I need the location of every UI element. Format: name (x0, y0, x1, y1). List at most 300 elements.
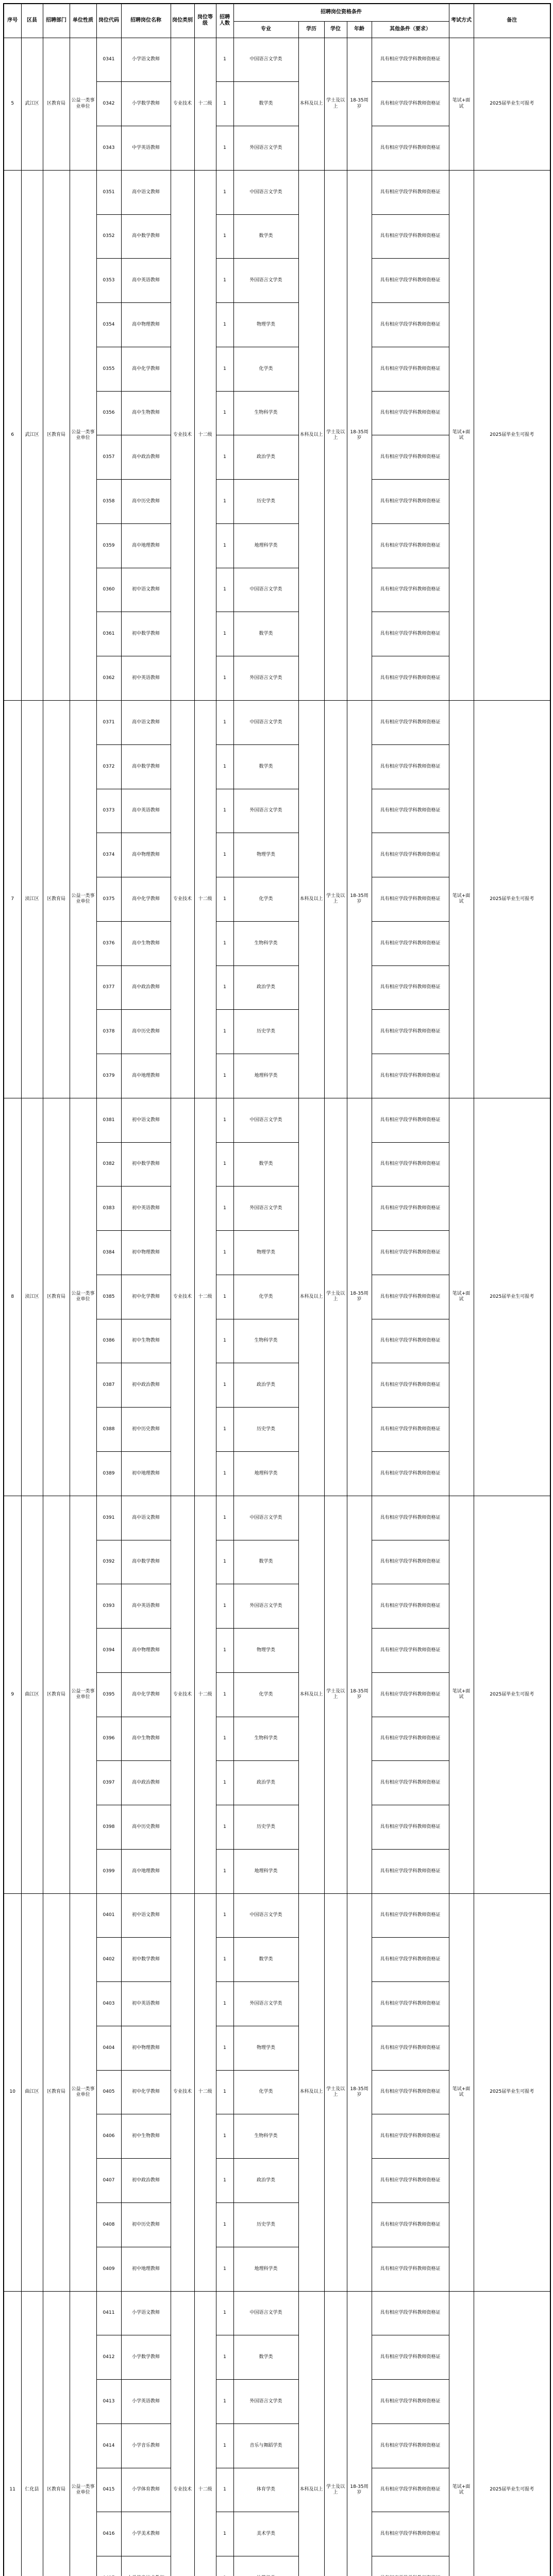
cell-count: 1 (216, 1231, 233, 1275)
cell-major (233, 2556, 298, 2576)
cell-code: 0343 (96, 126, 121, 171)
cell-post: 高中英语教师 (121, 259, 171, 303)
cell-unit-nature: 公益一类事业单位 (70, 1893, 96, 2291)
cell-major: 化学类 (233, 347, 298, 391)
cell-major: 数学类 (233, 612, 298, 656)
cell-count: 1 (216, 1982, 233, 2026)
cell-count: 1 (216, 1319, 233, 1363)
cell-major: 化学类 (233, 2070, 298, 2114)
cell-count: 1 (216, 391, 233, 435)
table-row (4, 1496, 550, 1540)
cell-major: 中国语言文学类 (233, 568, 298, 612)
cell-post: 初中物理教师 (121, 1231, 171, 1275)
cell-other: 具有相应学段学科教师资格证 (372, 1496, 449, 1540)
cell-unit-nature: 公益一类事业单位 (70, 1496, 96, 1893)
cell-major: 外国语言文学类 (233, 1584, 298, 1629)
cell-major: 生物科学类 (233, 391, 298, 435)
cell-post-level: 十二级 (194, 700, 216, 1098)
cell-count: 1 (216, 126, 233, 171)
cell-count: 1 (216, 1010, 233, 1054)
cell-count: 1 (216, 1363, 233, 1408)
cell-age: 18-35周岁 (347, 38, 372, 170)
cell-other: 具有相应学段学科教师资格证 (372, 480, 449, 524)
cell-code: 0389 (96, 1452, 121, 1496)
cell-post: 高中政治教师 (121, 965, 171, 1010)
cell-other: 具有相应学段学科教师资格证 (372, 1275, 449, 1319)
cell-count: 1 (216, 82, 233, 126)
cell-major: 物理学类 (233, 1629, 298, 1673)
header-conditions: 招聘岗位资格条件 (233, 4, 449, 21)
cell-post: 初中英语教师 (121, 1187, 171, 1231)
cell-count: 1 (216, 744, 233, 789)
cell-code: 0352 (96, 214, 121, 259)
cell-dept: 区教育局 (43, 38, 70, 170)
cell-other: 具有相应学段学科教师资格证 (372, 612, 449, 656)
cell-other: 具有相应学段学科教师资格证 (372, 2159, 449, 2203)
cell-code: 0353 (96, 259, 121, 303)
cell-post: 初中数学教师 (121, 1938, 171, 1982)
cell-remark: 2025届毕业生可报考 (474, 2291, 550, 2576)
cell-dept: 区教育局 (43, 170, 70, 700)
cell-count: 1 (216, 700, 233, 744)
cell-count: 1 (216, 1672, 233, 1717)
cell-district: 仁化县 (21, 2291, 43, 2576)
cell-major: 物理学类 (233, 2026, 298, 2070)
table-row (4, 1098, 550, 1142)
cell-code: 0385 (96, 1275, 121, 1319)
cell-major: 生物科学类 (233, 1319, 298, 1363)
header-dept: 招聘部门 (43, 4, 70, 38)
cell-major: 历史学类 (233, 2203, 298, 2247)
cell-code: 0407 (96, 2159, 121, 2203)
cell-count: 1 (216, 1098, 233, 1142)
cell-post-type: 专业技术 (171, 1893, 194, 2291)
cell-code: 0372 (96, 744, 121, 789)
cell-major: 化学类 (233, 877, 298, 922)
cell-major: 外国语言文学类 (233, 2380, 298, 2424)
cell-count: 1 (216, 303, 233, 347)
cell-major: 物理学类 (233, 303, 298, 347)
cell-post: 高中历史教师 (121, 1010, 171, 1054)
cell-code: 0406 (96, 2114, 121, 2159)
table-body (4, 38, 550, 2576)
cell-code: 0412 (96, 2335, 121, 2380)
cell-count: 1 (216, 1496, 233, 1540)
cell-other: 具有相应学段学科教师资格证 (372, 435, 449, 480)
cell-count: 1 (216, 435, 233, 480)
header-degree: 学位 (324, 21, 347, 38)
cell-post: 初中政治教师 (121, 1363, 171, 1408)
cell-post: 高中语文教师 (121, 1496, 171, 1540)
cell-post: 小学英语教师 (121, 2380, 171, 2424)
cell-post: 高中生物教师 (121, 921, 171, 965)
cell-district: 浈江区 (21, 700, 43, 1098)
cell-count: 1 (216, 2380, 233, 2424)
cell-major: 物理学类 (233, 1231, 298, 1275)
cell-major: 外国语言文学类 (233, 656, 298, 701)
cell-post: 高中英语教师 (121, 1584, 171, 1629)
cell-other: 具有相应学段学科教师资格证 (372, 1938, 449, 1982)
cell-code: 0386 (96, 1319, 121, 1363)
cell-count: 1 (216, 2291, 233, 2335)
cell-major: 数学类 (233, 1938, 298, 1982)
cell-code: 0375 (96, 877, 121, 922)
cell-post: 高中化学教师 (121, 877, 171, 922)
cell-no: 7 (4, 700, 21, 1098)
cell-count: 1 (216, 259, 233, 303)
cell-post: 初中政治教师 (121, 2159, 171, 2203)
cell-count: 1 (216, 1452, 233, 1496)
cell-major: 历史学类 (233, 1408, 298, 1452)
cell-count: 1 (216, 789, 233, 833)
cell-exam: 笔试+面试 (449, 2291, 474, 2576)
cell-major: 中国语言文学类 (233, 1893, 298, 1938)
cell-other: 具有相应学段学科教师资格证 (372, 2512, 449, 2556)
cell-count: 1 (216, 38, 233, 82)
cell-code: 0394 (96, 1629, 121, 1673)
cell-code: 0392 (96, 1540, 121, 1584)
cell-count: 1 (216, 612, 233, 656)
header-education: 学历 (298, 21, 324, 38)
cell-post: 高中语文教师 (121, 170, 171, 214)
cell-post-level: 十二级 (194, 1496, 216, 1893)
cell-post: 高中政治教师 (121, 1761, 171, 1805)
cell-major: 外国语言文学类 (233, 126, 298, 171)
cell-count: 1 (216, 2424, 233, 2468)
cell-post-level: 十二级 (194, 38, 216, 170)
cell-post: 高中语文教师 (121, 700, 171, 744)
cell-degree: 学士及以上 (324, 2291, 347, 2576)
cell-post-type: 专业技术 (171, 1098, 194, 1496)
cell-code: 0384 (96, 1231, 121, 1275)
cell-code: 0408 (96, 2203, 121, 2247)
cell-other: 具有相应学段学科教师资格证 (372, 303, 449, 347)
cell-major: 数学类 (233, 1540, 298, 1584)
cell-remark: 2025届毕业生可报考 (474, 1496, 550, 1893)
cell-code: 0382 (96, 1142, 121, 1187)
cell-post: 小学数学教师 (121, 2335, 171, 2380)
cell-post: 小学体育教师 (121, 2468, 171, 2512)
cell-count: 1 (216, 1893, 233, 1938)
cell-post: 初中生物教师 (121, 1319, 171, 1363)
cell-major: 外国语言文学类 (233, 789, 298, 833)
table-row (4, 38, 550, 82)
cell-district: 武江区 (21, 170, 43, 700)
cell-no: 9 (4, 1496, 21, 1893)
cell-unit-nature: 公益一类事业单位 (70, 2291, 96, 2576)
cell-other: 具有相应学段学科教师资格证 (372, 1805, 449, 1850)
cell-exam: 笔试+面试 (449, 170, 474, 700)
cell-other: 具有相应学段学科教师资格证 (372, 1584, 449, 1629)
cell-count: 1 (216, 2468, 233, 2512)
cell-exam: 笔试+面试 (449, 700, 474, 1098)
cell-other: 具有相应学段学科教师资格证 (372, 1231, 449, 1275)
cell-code: 0411 (96, 2291, 121, 2335)
cell-post: 高中历史教师 (121, 1805, 171, 1850)
cell-other: 具有相应学段学科教师资格证 (372, 921, 449, 965)
cell-count: 1 (216, 2203, 233, 2247)
cell-other: 具有相应学段学科教师资格证 (372, 1408, 449, 1452)
cell-major: 化学类 (233, 1672, 298, 1717)
cell-major: 数学类 (233, 744, 298, 789)
cell-major: 外国语言文学类 (233, 1187, 298, 1231)
cell-major: 政治学类 (233, 435, 298, 480)
cell-age: 18-35周岁 (347, 2291, 372, 2576)
cell-other: 具有相应学段学科教师资格证 (372, 1054, 449, 1098)
cell-code: 0401 (96, 1893, 121, 1938)
cell-major: 地理科学类 (233, 1849, 298, 1893)
cell-other: 具有相应学段学科教师资格证 (372, 1363, 449, 1408)
cell-code: 0381 (96, 1098, 121, 1142)
cell-other: 具有相应学段学科教师资格证 (372, 38, 449, 82)
cell-other: 具有相应学段学科教师资格证 (372, 568, 449, 612)
cell-code: 0396 (96, 1717, 121, 1761)
cell-code: 0388 (96, 1408, 121, 1452)
table-header (4, 4, 550, 38)
cell-other: 具有相应学段学科教师资格证 (372, 965, 449, 1010)
cell-post-type: 专业技术 (171, 38, 194, 170)
cell-post: 小学数学教师 (121, 82, 171, 126)
cell-code: 0378 (96, 1010, 121, 1054)
cell-other: 具有相应学段学科教师资格证 (372, 700, 449, 744)
cell-dept: 区教育局 (43, 1496, 70, 1893)
cell-post: 初中物理教师 (121, 2026, 171, 2070)
header-age: 年龄 (347, 21, 372, 38)
cell-post: 高中生物教师 (121, 1717, 171, 1761)
cell-code: 0395 (96, 1672, 121, 1717)
cell-other: 具有相应学段学科教师资格证 (372, 1672, 449, 1717)
cell-code: 0414 (96, 2424, 121, 2468)
cell-code: 0399 (96, 1849, 121, 1893)
cell-other: 具有相应学段学科教师资格证 (372, 1629, 449, 1673)
cell-post-level: 十二级 (194, 1893, 216, 2291)
cell-count: 1 (216, 921, 233, 965)
cell-major: 生物科学类 (233, 921, 298, 965)
cell-other: 具有相应学段学科教师资格证 (372, 789, 449, 833)
cell-code: 0359 (96, 523, 121, 568)
cell-major: 中国语言文学类 (233, 170, 298, 214)
cell-code: 0371 (96, 700, 121, 744)
header-exam: 考试方式 (449, 4, 474, 38)
header-count: 招聘人数 (216, 4, 233, 38)
cell-major: 地理科学类 (233, 523, 298, 568)
cell-count: 1 (216, 877, 233, 922)
cell-other (372, 2556, 449, 2576)
cell-post-type: 专业技术 (171, 170, 194, 700)
cell-other: 具有相应学段学科教师资格证 (372, 2335, 449, 2380)
cell-count: 1 (216, 1629, 233, 1673)
cell-age: 18-35周岁 (347, 700, 372, 1098)
cell-post: 小学音乐教师 (121, 2424, 171, 2468)
cell-post: 高中物理教师 (121, 303, 171, 347)
cell-post: 高中生物教师 (121, 391, 171, 435)
cell-age: 18-35周岁 (347, 1098, 372, 1496)
cell-other: 具有相应学段学科教师资格证 (372, 2380, 449, 2424)
cell-count: 1 (216, 1761, 233, 1805)
cell-exam: 笔试+面试 (449, 38, 474, 170)
cell-major: 中国语言文学类 (233, 1496, 298, 1540)
cell-code: 0403 (96, 1982, 121, 2026)
cell-code: 0387 (96, 1363, 121, 1408)
cell-count: 1 (216, 1187, 233, 1231)
cell-post-type: 专业技术 (171, 1496, 194, 1893)
cell-other: 具有相应学段学科教师资格证 (372, 1319, 449, 1363)
cell-other: 具有相应学段学科教师资格证 (372, 1717, 449, 1761)
cell-major: 政治学类 (233, 1761, 298, 1805)
cell-code: 0373 (96, 789, 121, 833)
cell-code: 0383 (96, 1187, 121, 1231)
cell-code: 0397 (96, 1761, 121, 1805)
cell-other: 具有相应学段学科教师资格证 (372, 170, 449, 214)
cell-remark: 2025届毕业生可报考 (474, 1893, 550, 2291)
cell-no: 11 (4, 2291, 21, 2576)
cell-post: 高中政治教师 (121, 435, 171, 480)
cell-count: 1 (216, 656, 233, 701)
cell-other: 具有相应学段学科教师资格证 (372, 347, 449, 391)
cell-code: 0393 (96, 1584, 121, 1629)
cell-code: 0404 (96, 2026, 121, 2070)
cell-post: 高中地理教师 (121, 1054, 171, 1098)
cell-post: 小学语文教师 (121, 2291, 171, 2335)
cell-code: 0376 (96, 921, 121, 965)
cell-education: 本科及以上 (298, 1893, 324, 2291)
cell-code: 0415 (96, 2468, 121, 2512)
table-row (4, 170, 550, 214)
table-row (4, 2291, 550, 2335)
cell-other: 具有相应学段学科教师资格证 (372, 1098, 449, 1142)
cell-other: 具有相应学段学科教师资格证 (372, 877, 449, 922)
cell-post: 初中英语教师 (121, 656, 171, 701)
cell-other: 具有相应学段学科教师资格证 (372, 2424, 449, 2468)
cell-dept: 区教育局 (43, 2291, 70, 2576)
cell-code: 0342 (96, 82, 121, 126)
cell-degree: 学士及以上 (324, 170, 347, 700)
cell-major: 中国语言文学类 (233, 38, 298, 82)
cell-count: 1 (216, 1540, 233, 1584)
cell-other: 具有相应学段学科教师资格证 (372, 259, 449, 303)
cell-major: 历史学类 (233, 480, 298, 524)
cell-major: 历史学类 (233, 1805, 298, 1850)
cell-post: 高中英语教师 (121, 789, 171, 833)
cell-post: 初中语文教师 (121, 1893, 171, 1938)
cell-education: 本科及以上 (298, 1496, 324, 1893)
cell-post: 高中数学教师 (121, 1540, 171, 1584)
cell-age: 18-35周岁 (347, 1496, 372, 1893)
cell-count (216, 2556, 233, 2576)
cell-code (96, 2556, 121, 2576)
cell-other: 具有相应学段学科教师资格证 (372, 1187, 449, 1231)
cell-post: 初中生物教师 (121, 2114, 171, 2159)
cell-dept: 区教育局 (43, 1098, 70, 1496)
cell-post: 高中化学教师 (121, 347, 171, 391)
cell-count: 1 (216, 2512, 233, 2556)
cell-post: 初中地理教师 (121, 2247, 171, 2291)
cell-count: 1 (216, 523, 233, 568)
cell-post: 初中地理教师 (121, 1452, 171, 1496)
cell-district: 曲江区 (21, 1496, 43, 1893)
cell-education: 本科及以上 (298, 700, 324, 1098)
cell-remark: 2025届毕业生可报考 (474, 1098, 550, 1496)
cell-unit-nature: 公益一类事业单位 (70, 700, 96, 1098)
cell-major: 中国语言文学类 (233, 700, 298, 744)
cell-other: 具有相应学段学科教师资格证 (372, 2070, 449, 2114)
cell-post: 小学语文教师 (121, 38, 171, 82)
cell-code: 0391 (96, 1496, 121, 1540)
cell-post (121, 2556, 171, 2576)
cell-count: 1 (216, 2247, 233, 2291)
cell-code: 0355 (96, 347, 121, 391)
cell-degree: 学士及以上 (324, 38, 347, 170)
cell-other: 具有相应学段学科教师资格证 (372, 744, 449, 789)
cell-post: 初中历史教师 (121, 2203, 171, 2247)
cell-post: 高中地理教师 (121, 523, 171, 568)
cell-education: 本科及以上 (298, 1098, 324, 1496)
cell-major: 历史学类 (233, 1010, 298, 1054)
cell-count: 1 (216, 2026, 233, 2070)
cell-education: 本科及以上 (298, 2291, 324, 2576)
cell-other: 具有相应学段学科教师资格证 (372, 2291, 449, 2335)
header-post-type: 岗位类别 (171, 4, 194, 38)
cell-other: 具有相应学段学科教师资格证 (372, 1452, 449, 1496)
cell-code: 0354 (96, 303, 121, 347)
cell-other: 具有相应学段学科教师资格证 (372, 1761, 449, 1805)
cell-code: 0398 (96, 1805, 121, 1850)
cell-code: 0351 (96, 170, 121, 214)
cell-major: 政治学类 (233, 1363, 298, 1408)
cell-count: 1 (216, 1054, 233, 1098)
cell-code: 0362 (96, 656, 121, 701)
cell-age: 18-35周岁 (347, 1893, 372, 2291)
cell-count: 1 (216, 568, 233, 612)
header-remark: 备注 (474, 4, 550, 38)
cell-count: 1 (216, 1938, 233, 1982)
cell-major: 地理科学类 (233, 1452, 298, 1496)
cell-major: 生物科学类 (233, 2114, 298, 2159)
cell-count: 1 (216, 347, 233, 391)
cell-other: 具有相应学段学科教师资格证 (372, 391, 449, 435)
cell-other: 具有相应学段学科教师资格证 (372, 1893, 449, 1938)
cell-code: 0405 (96, 2070, 121, 2114)
cell-count: 1 (216, 2114, 233, 2159)
cell-count: 1 (216, 1584, 233, 1629)
cell-post: 初中化学教师 (121, 2070, 171, 2114)
cell-code: 0413 (96, 2380, 121, 2424)
cell-other: 具有相应学段学科教师资格证 (372, 1540, 449, 1584)
cell-count: 1 (216, 2070, 233, 2114)
header-code: 岗位代码 (96, 4, 121, 38)
cell-code: 0360 (96, 568, 121, 612)
table-row (4, 1893, 550, 1938)
cell-post: 高中物理教师 (121, 833, 171, 877)
cell-unit-nature: 公益一类事业单位 (70, 1098, 96, 1496)
cell-remark: 2025届毕业生可报考 (474, 38, 550, 170)
cell-remark: 2025届毕业生可报考 (474, 170, 550, 700)
cell-other: 具有相应学段学科教师资格证 (372, 2247, 449, 2291)
cell-post: 初中语文教师 (121, 568, 171, 612)
header-post: 招聘岗位名称 (121, 4, 171, 38)
cell-other: 具有相应学段学科教师资格证 (372, 523, 449, 568)
cell-count: 1 (216, 1142, 233, 1187)
cell-other: 具有相应学段学科教师资格证 (372, 82, 449, 126)
cell-district: 浈江区 (21, 1098, 43, 1496)
cell-count: 1 (216, 1805, 233, 1850)
cell-other: 具有相应学段学科教师资格证 (372, 2203, 449, 2247)
cell-unit-nature: 公益一类事业单位 (70, 170, 96, 700)
cell-other: 具有相应学段学科教师资格证 (372, 2468, 449, 2512)
header-post-level: 岗位等级 (194, 4, 216, 38)
cell-post-type: 专业技术 (171, 2291, 194, 2576)
cell-education: 本科及以上 (298, 170, 324, 700)
